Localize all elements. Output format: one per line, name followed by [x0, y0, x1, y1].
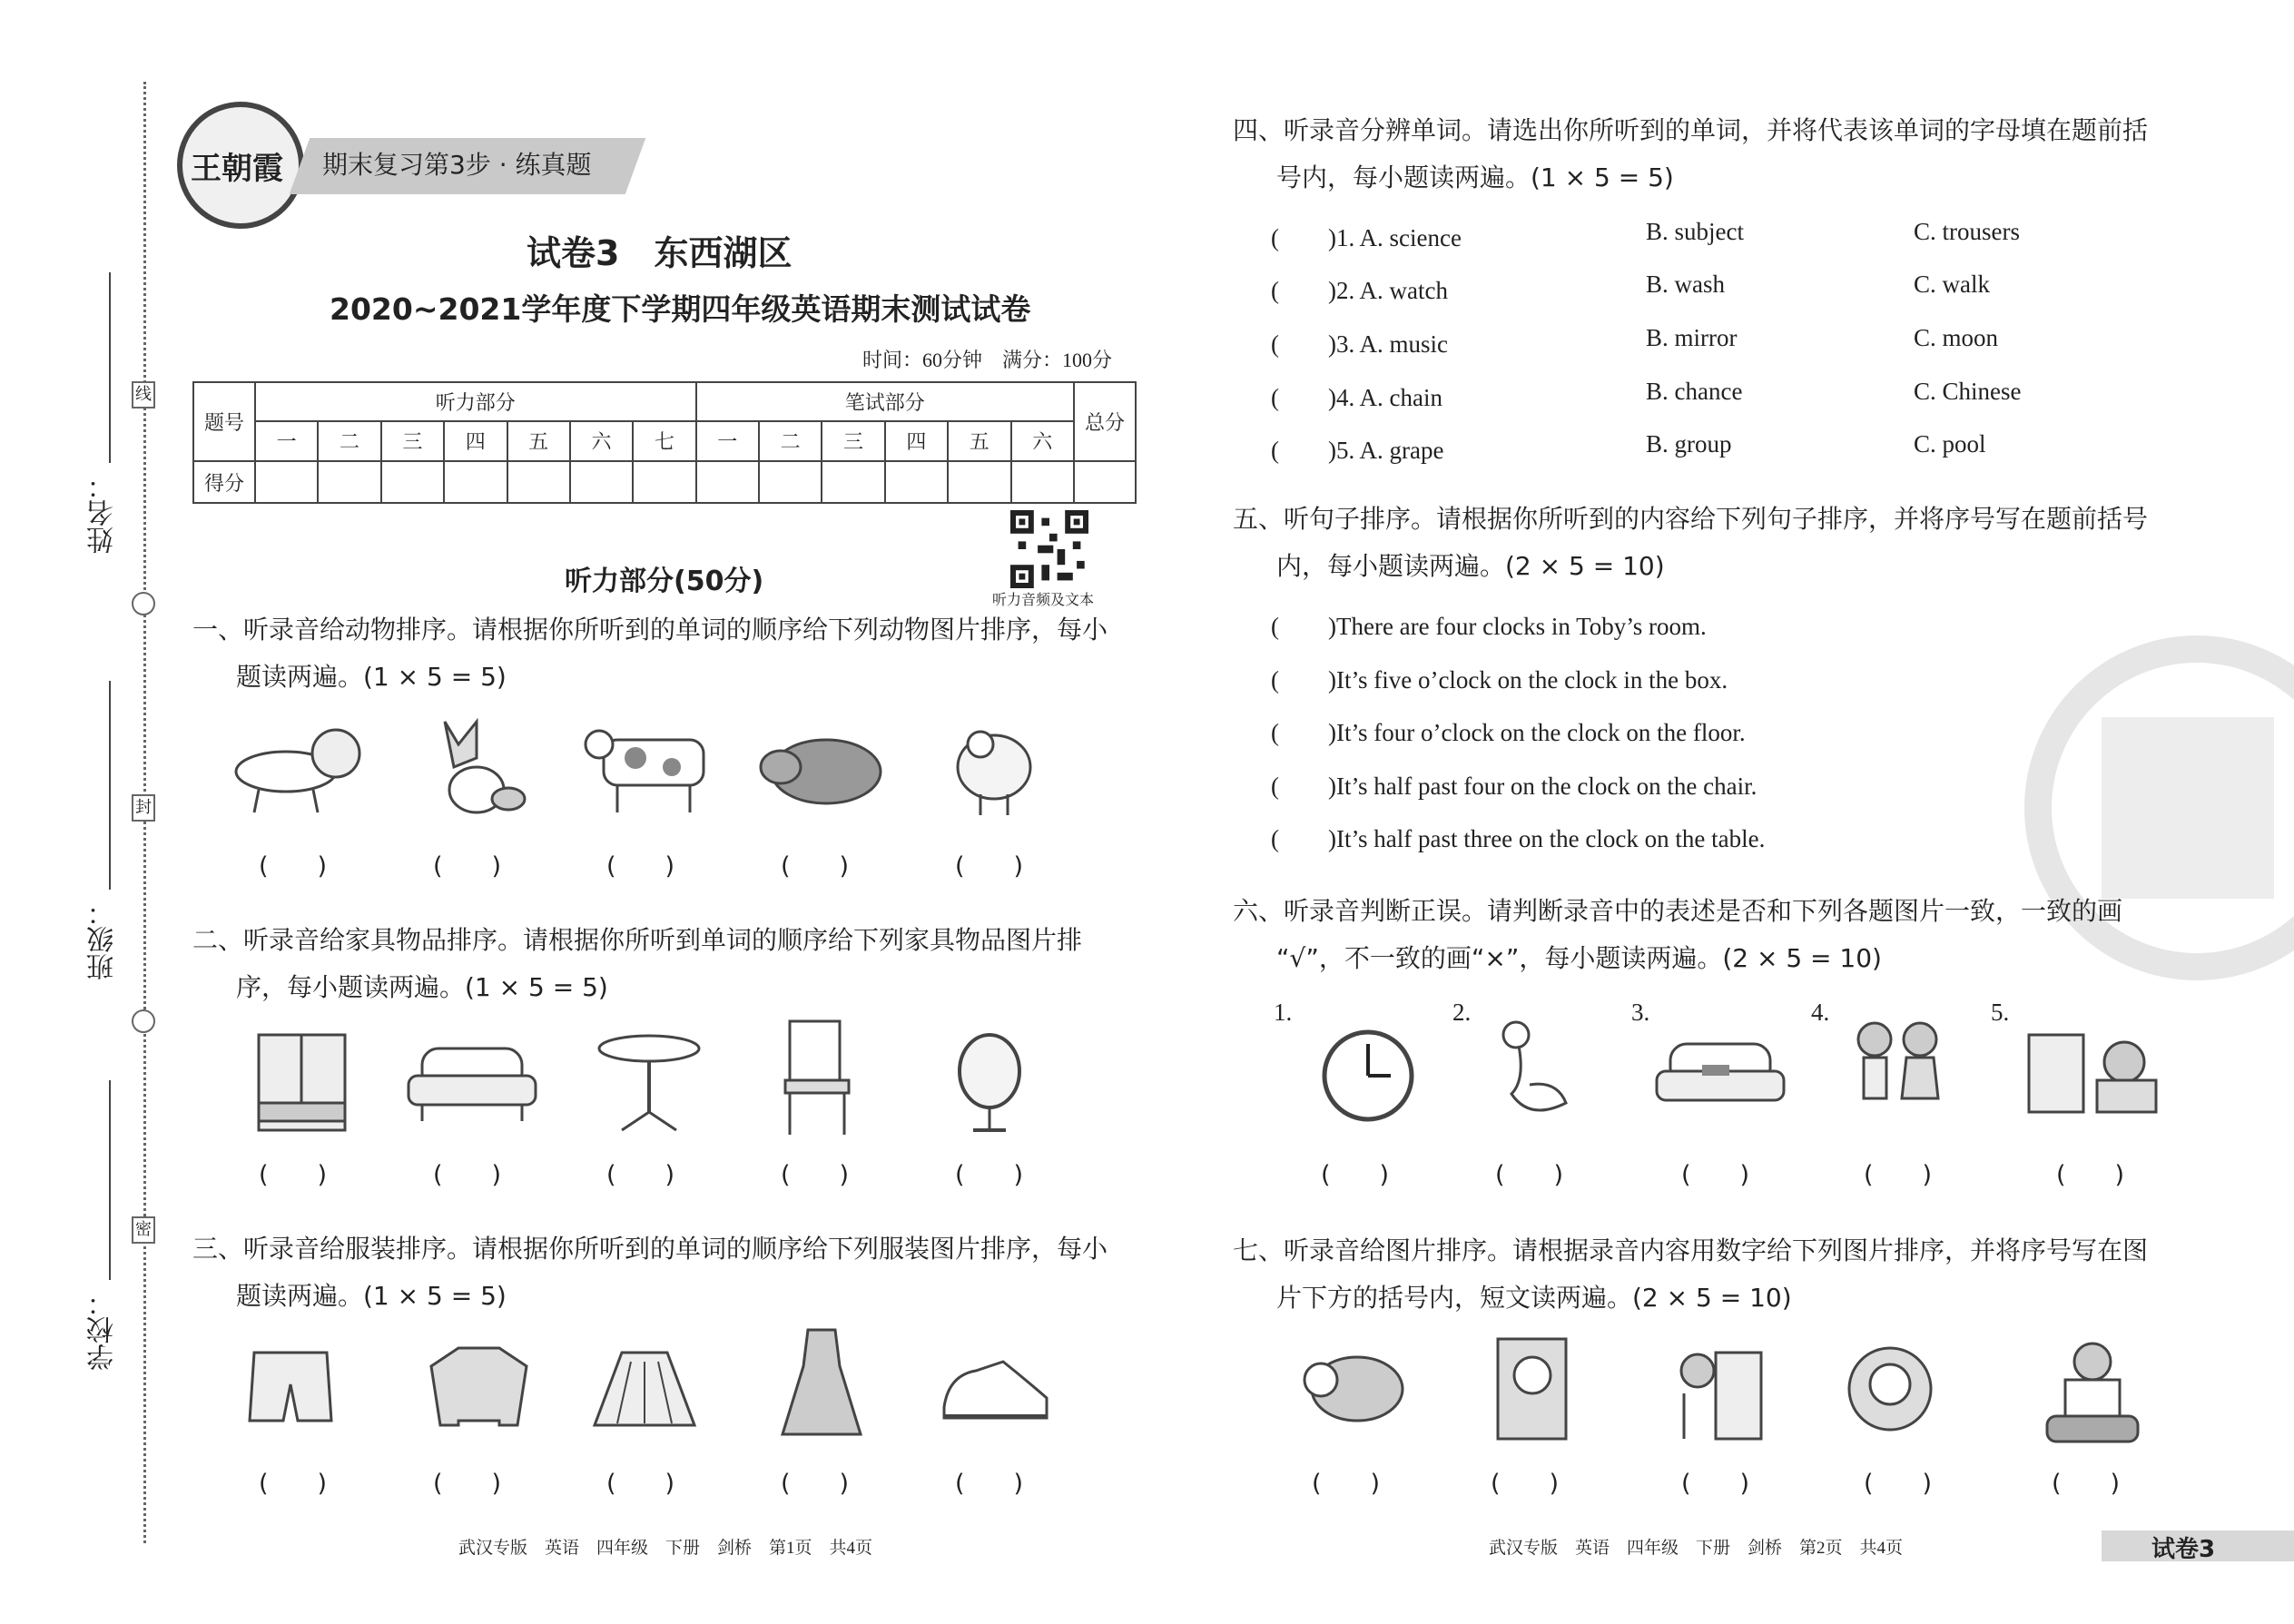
paper-subtitle: 2020~2021学年度下学期四年级英语期末测试试卷: [330, 291, 1031, 327]
answer-paren[interactable]: ( ): [1491, 1470, 1560, 1498]
score-cell[interactable]: [948, 461, 1010, 503]
section-7-instruction: [1233, 1227, 2222, 1322]
score-cell[interactable]: [822, 461, 884, 503]
item-number: 2.: [1452, 999, 1472, 1026]
cow-picture: [581, 717, 717, 817]
name-label: 姓名：: [87, 472, 119, 554]
instruction-line: 三、听录音给服装排序。请根据你所听到的单词的顺序给下列服装图片排序，每小: [192, 1234, 1108, 1264]
section-2-instruction: [192, 917, 1155, 1011]
instruction-line: 题读两遍。(1 × 5 = 5): [236, 1281, 507, 1311]
sentence-item[interactable]: ( )It’s half past four on the clock on the chair.: [1271, 773, 1757, 800]
score-cell[interactable]: [570, 461, 633, 503]
instruction-line: 序，每小题读两遍。(1 × 5 = 5): [236, 972, 608, 1002]
answer-paren[interactable]: ( ): [2056, 1161, 2125, 1189]
answer-paren[interactable]: ( ): [433, 1470, 502, 1498]
word-choice-c: C. moon: [1914, 324, 1999, 351]
banner-text: 期末复习第3步 · 练真题: [322, 150, 592, 180]
footer-right: 武汉专版 英语 四年级 下册 剑桥 第2页 共4页: [1489, 1539, 1904, 1558]
item-number: 5.: [1991, 999, 2010, 1026]
answer-paren[interactable]: ( ): [1321, 1161, 1390, 1189]
instruction-line: 一、听录音给动物排序。请根据你所听到的单词的顺序给下列动物图片排序，每小: [192, 615, 1108, 645]
word-choice-b: B. group: [1646, 430, 1732, 458]
story-picture-2: [1489, 1334, 1575, 1443]
answer-paren[interactable]: ( ): [433, 1161, 502, 1189]
class-field[interactable]: [109, 681, 111, 890]
word-choice-a[interactable]: ( )3. A. music: [1271, 330, 1448, 358]
word-choice-b: B. wash: [1646, 271, 1725, 298]
score-cell[interactable]: [759, 461, 822, 503]
word-choice-a[interactable]: ( )2. A. watch: [1271, 277, 1448, 304]
section-3-instruction: [192, 1225, 1155, 1320]
instruction-line: 六、听录音判断正误。请判断录音中的表述是否和下列各题图片一致，一致的画: [1233, 896, 2123, 926]
listening-section-title: 听力部分(50分): [565, 566, 764, 597]
table-col: 六: [570, 421, 633, 462]
score-cell[interactable]: [444, 461, 507, 503]
word-choice-b: B. mirror: [1646, 324, 1738, 351]
mirror-picture: [953, 1030, 1026, 1139]
row-label: 题号: [193, 382, 255, 461]
score-cell[interactable]: [318, 461, 380, 503]
word-choice-b: B. subject: [1646, 218, 1744, 245]
item-number: 1.: [1274, 999, 1293, 1026]
sentence-item[interactable]: ( )It’s five o’clock on the clock in the box.: [1271, 666, 1728, 694]
section-6-instruction: [1233, 888, 2222, 982]
story-picture-5: [2043, 1334, 2142, 1443]
chair-picture: [776, 1017, 858, 1139]
word-choice-c: C. Chinese: [1914, 378, 2022, 405]
answer-paren[interactable]: ( ): [606, 1161, 675, 1189]
sentence-item[interactable]: ( )It’s four o’clock on the clock on the floor.: [1271, 719, 1746, 746]
total-header: 总分: [1074, 382, 1136, 461]
binding-mark-seal: 封: [132, 794, 155, 822]
instruction-line: 四、听录音分辨单词。请选出你所听到的单词，并将代表该单词的字母填在题前括: [1233, 115, 2149, 145]
clock-picture: [1318, 1026, 1418, 1126]
listening-group-header: 听力部分: [255, 382, 696, 421]
section-4-instruction: [1233, 107, 2222, 202]
sheep-picture: [944, 717, 1044, 817]
score-label: 得分: [193, 461, 255, 503]
table-col: 四: [444, 421, 507, 462]
instruction-line: 片下方的括号内，短文读两遍。(2 × 5 = 10): [1276, 1283, 1792, 1313]
table-col: 三: [822, 421, 884, 462]
answer-paren[interactable]: ( ): [1864, 1470, 1933, 1498]
answer-paren[interactable]: ( ): [781, 1161, 850, 1189]
answer-paren[interactable]: ( ): [955, 852, 1024, 881]
answer-paren[interactable]: ( ): [606, 1470, 675, 1498]
story-picture-3: [1661, 1339, 1766, 1443]
answer-paren[interactable]: ( ): [433, 852, 502, 881]
table-col: 二: [318, 421, 380, 462]
word-choice-c: C. pool: [1914, 430, 1986, 458]
sofa-picture: [404, 1035, 540, 1126]
binding-hole: [132, 592, 155, 615]
table-col: 三: [381, 421, 444, 462]
answer-paren[interactable]: ( ): [2052, 1470, 2121, 1498]
instruction-line: 二、听录音给家具物品排序。请根据你所听到单词的顺序给下列家具物品图片排: [192, 925, 1083, 955]
instruction-line: 号内，每小题读两遍。(1 × 5 = 5): [1276, 162, 1674, 192]
answer-paren[interactable]: ( ): [1681, 1161, 1750, 1189]
word-choice-c: C. trousers: [1914, 218, 2020, 245]
table-col: 一: [255, 421, 318, 462]
children-picture: [1847, 1017, 1947, 1130]
table-col: 七: [633, 421, 695, 462]
hippo-picture: [758, 726, 885, 817]
score-cell[interactable]: [633, 461, 695, 503]
table-col: 四: [885, 421, 948, 462]
item-number: 4.: [1811, 999, 1830, 1026]
binding-mark-line: 线: [132, 381, 155, 408]
instruction-line: 七、听录音给图片排序。请根据录音内容用数字给下列图片排序，并将序号写在图: [1233, 1235, 2149, 1265]
answer-paren[interactable]: ( ): [955, 1161, 1024, 1189]
sentence-item[interactable]: ( )It’s half past three on the clock on the table.: [1271, 825, 1766, 852]
table-col: 一: [696, 421, 759, 462]
table-col: 六: [1011, 421, 1075, 462]
binding-mark-secret: 密: [132, 1216, 155, 1244]
qr-code-icon[interactable]: [1010, 510, 1088, 588]
score-cell[interactable]: [507, 461, 570, 503]
room-scene-picture: [2024, 1021, 2170, 1126]
instruction-line: “√”，不一致的画“×”，每小题读两遍。(2 × 5 = 10): [1276, 943, 1882, 973]
answer-paren[interactable]: ( ): [1681, 1470, 1750, 1498]
footer-left: 武汉专版 英语 四年级 下册 剑桥 第1页 共4页: [458, 1539, 873, 1558]
score-cell[interactable]: [255, 461, 318, 503]
name-field[interactable]: [109, 272, 111, 463]
score-cell[interactable]: [381, 461, 444, 503]
table-picture: [595, 1030, 704, 1135]
answer-paren[interactable]: ( ): [781, 1470, 850, 1498]
instruction-line: 内，每小题读两遍。(2 × 5 = 10): [1276, 551, 1665, 581]
section-1-instruction: [192, 606, 1155, 701]
lion-picture: [222, 717, 368, 817]
story-picture-4: [1834, 1339, 1947, 1443]
sweater-picture: [427, 1339, 531, 1434]
dress-picture: [781, 1321, 862, 1439]
paper-title: 试卷3 东西湖区: [527, 233, 793, 273]
score-cell[interactable]: [1011, 461, 1075, 503]
word-choice-c: C. walk: [1914, 271, 1990, 298]
fox-picture: [427, 713, 527, 822]
score-cell[interactable]: [1074, 461, 1136, 503]
answer-paren[interactable]: ( ): [259, 852, 328, 881]
answer-paren[interactable]: ( ): [259, 1470, 328, 1498]
table-col: 五: [948, 421, 1010, 462]
sneakers-picture: [940, 1353, 1053, 1430]
instruction-line: 题读两遍。(1 × 5 = 5): [236, 662, 507, 692]
answer-paren[interactable]: ( ): [1864, 1161, 1933, 1189]
answer-paren[interactable]: ( ): [606, 852, 675, 881]
word-choice-b: B. chance: [1646, 378, 1743, 405]
answer-paren[interactable]: ( ): [1495, 1161, 1564, 1189]
word-choice-a[interactable]: ( )5. A. grape: [1271, 437, 1444, 464]
score-cell[interactable]: [885, 461, 948, 503]
time-and-score: 时间：60分钟 满分：100分: [862, 349, 1113, 371]
sofa-picture: [1652, 1030, 1788, 1121]
word-choice-a[interactable]: ( )4. A. chain: [1271, 384, 1442, 411]
goose-picture: [1493, 1017, 1575, 1130]
answer-paren[interactable]: ( ): [781, 852, 850, 881]
class-label: 班级：: [87, 899, 119, 980]
table-col: 二: [759, 421, 822, 462]
score-cell[interactable]: [696, 461, 759, 503]
sentence-item[interactable]: ( )There are four clocks in Toby’s room.: [1271, 613, 1707, 640]
table-col: 五: [507, 421, 570, 462]
paper-tag: 试卷3: [2151, 1536, 2216, 1563]
writing-group-header: 笔试部分: [696, 382, 1074, 421]
brand-logo-text: 王朝霞: [191, 151, 283, 187]
school-label: 学校：: [87, 1289, 119, 1371]
wardrobe-picture: [245, 1026, 354, 1135]
score-table: [192, 381, 1137, 504]
skirt-picture: [590, 1343, 699, 1434]
story-picture-1: [1289, 1339, 1407, 1439]
school-field[interactable]: [109, 1080, 111, 1280]
instruction-line: 五、听句子排序。请根据你所听到的内容给下列句子排序，并将序号写在题前括号: [1233, 504, 2149, 534]
shorts-picture: [245, 1343, 336, 1434]
answer-paren[interactable]: ( ): [259, 1161, 328, 1189]
item-number: 3.: [1631, 999, 1650, 1026]
answer-paren[interactable]: ( ): [1312, 1470, 1381, 1498]
answer-paren[interactable]: ( ): [955, 1470, 1024, 1498]
qr-caption: 听力音频及文本: [992, 593, 1095, 608]
binding-hole: [132, 1009, 155, 1033]
word-choice-a[interactable]: ( )1. A. science: [1271, 224, 1462, 251]
section-5-instruction: [1233, 496, 2222, 590]
